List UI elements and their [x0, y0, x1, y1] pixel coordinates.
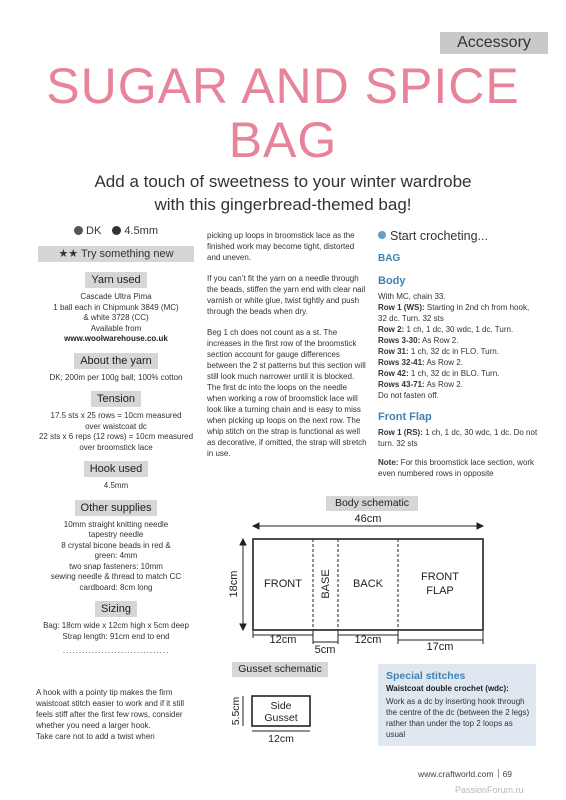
panel-front-label: FRONT: [264, 578, 302, 590]
arrow-down-icon: [240, 624, 246, 630]
body-schematic: [228, 512, 494, 656]
pattern-row: [378, 379, 538, 390]
panel-front-flap-label: [421, 571, 459, 597]
row-label: Row 42:: [378, 369, 409, 378]
instructions-heading: [378, 228, 538, 244]
pattern-row: [378, 302, 538, 324]
back-width-label: 12cm: [354, 634, 382, 646]
gusset-height-label: 5.5cm: [230, 696, 242, 726]
info-line: 1 ball each in Chipmunk 3849 (MC): [53, 302, 179, 312]
info-line: & white 3728 (CC): [83, 313, 149, 322]
flap-label-word: FLAP: [426, 585, 454, 597]
flap-label-word: FRONT: [421, 571, 459, 583]
subtitle-line2: with this gingerbread-themed bag!: [154, 195, 412, 214]
supplier-url[interactable]: www.woolwarehouse.co.uk: [64, 334, 168, 343]
row-text: As Row 2.: [420, 336, 459, 345]
notes-column: [207, 230, 367, 469]
body-label: Body: [378, 275, 406, 287]
info-line: 22 sts x 6 reps (12 rows) = 10cm measured: [38, 432, 194, 441]
row-label: Row 1 (RS):: [378, 428, 423, 437]
info-line: cardboard: 8cm long: [79, 582, 153, 592]
yarn-weight: DK: [86, 225, 102, 237]
arrow-right-icon: [477, 523, 483, 529]
info-section-hook-used: [36, 461, 196, 492]
info-line: DK; 200m per 100g ball; 100% cotton: [49, 372, 183, 382]
note-bold: Note:: [378, 458, 399, 467]
text-line: whether you need a larger hook.: [36, 721, 151, 730]
info-section-tension: [36, 391, 196, 453]
page-title-line1: SUGAR AND SPICE: [46, 58, 520, 114]
arrow-left-icon: [253, 523, 259, 529]
yarn-ball-icon: [74, 226, 83, 235]
info-line: 8 crystal bicone beads in red &: [61, 540, 171, 550]
footer-divider: [498, 769, 499, 778]
flap-rows: [378, 427, 538, 449]
footer-site-link[interactable]: www.craftworld.com: [418, 769, 494, 779]
note-text: For this broomstick lace section, work even numbered rows in opposite: [378, 458, 535, 478]
row-label: Row 2:: [378, 325, 405, 334]
pattern-row: [378, 368, 538, 379]
hook-tip-paragraph: [36, 687, 196, 742]
section-heading: Other supplies: [75, 500, 158, 516]
difficulty-badge: ★★ Try something new: [38, 246, 194, 262]
row-text: As Row 2.: [424, 380, 463, 389]
row-text: With MC, chain 33.: [378, 292, 446, 301]
body-width-label: 46cm: [354, 513, 382, 525]
watermark: PassionForum.ru: [455, 785, 524, 795]
pattern-row: [378, 357, 538, 368]
row-label: Rows 43-71:: [378, 380, 425, 389]
pattern-row: [378, 335, 538, 346]
pattern-row: [378, 324, 538, 335]
row-text: Do not fasten off.: [378, 391, 439, 400]
row-label: Row 31:: [378, 347, 409, 356]
gusset-schematic-title: Gusset schematic: [232, 662, 328, 677]
row-text: 1 ch, 1 dc, 30 wdc, 1 dc. Do not turn. 32 sts: [378, 428, 538, 448]
section-heading: Hook used: [84, 461, 149, 477]
panel-back-label: BACK: [353, 578, 383, 590]
gusset-schematic: [230, 688, 320, 746]
text-line: Take care not to add a twist when: [36, 732, 155, 741]
section-heading: Tension: [91, 391, 141, 407]
subtitle-line1: Add a touch of sweetness to your winter wardrobe: [94, 172, 472, 191]
bullet-icon: [378, 231, 386, 239]
dotted-divider: .................................: [62, 646, 170, 655]
front-width-label: 12cm: [269, 634, 297, 646]
instructions-heading-text: Start crocheting...: [390, 229, 488, 243]
row-label: Rows 32-41:: [378, 358, 425, 367]
row-label: Row 1 (WS):: [378, 303, 425, 312]
hook-size: 4.5mm: [124, 225, 158, 237]
row-text: Starting in 2nd ch from hook, 32 dc. Turn. 32 sts: [378, 303, 530, 323]
info-line: Strap length: 91cm end to end: [62, 631, 170, 641]
notes-paragraph: Beg 1 ch does not count as a st. The increases in the first row of the broomstick section account for gauge differences between the 2 st patterns but this section will still look much narrower until it is blocked. The first dc into the loops on the needle when working a row of broomstick lace will look like a turning chain and is easy to miss when picking up loops on the next row. The whip stitch on the strap is functional as well as decorative, if omitted, the strap will stretch in use.: [207, 328, 367, 458]
gusset-width-label: 12cm: [268, 733, 294, 745]
body-schematic-title: Body schematic: [326, 496, 418, 511]
info-line: over waistcoat dc: [85, 421, 147, 431]
body-height-label: 18cm: [228, 570, 240, 598]
row-text: As Row 2.: [424, 358, 463, 367]
info-line: Available from: [90, 323, 142, 333]
yarn-hook-summary: [36, 224, 196, 238]
note-paragraph: [378, 457, 538, 479]
info-line: over broomstick lace: [79, 442, 153, 452]
pattern-row: [378, 346, 538, 357]
text-line: feels stiff after the first few rows, consider: [36, 710, 183, 719]
page-title-line2: BAG: [228, 112, 338, 168]
front-flap-label: Front Flap: [378, 411, 432, 423]
flap-width-label: 17cm: [426, 641, 454, 653]
instructions-column: [378, 228, 538, 479]
section-heading: About the yarn: [74, 353, 158, 369]
info-line: two snap fasteners: 10mm: [69, 561, 163, 571]
info-line: sewing needle & thread to match CC: [50, 572, 182, 581]
gusset-label-line2: Gusset: [264, 712, 298, 724]
page-footer: [418, 769, 512, 779]
info-line: 10mm straight knitting needle: [63, 519, 169, 529]
page-number: 69: [502, 769, 513, 779]
section-tag: Accessory: [440, 32, 548, 54]
arrow-up-icon: [240, 539, 246, 545]
panel-base-label: BASE: [320, 569, 332, 599]
info-line: 17.5 sts x 25 rows = 10cm measured: [50, 411, 182, 420]
row-text: 1 ch, 32 dc in FLO. Turn.: [408, 347, 499, 356]
notes-paragraph: picking up loops in broomstick lace as the finished work may become tight, distorted and uneven.: [207, 231, 355, 262]
body-rows: [378, 291, 538, 401]
base-width-label: 5cm: [314, 644, 336, 656]
hook-icon: [112, 226, 121, 235]
page-subtitle: [60, 170, 506, 216]
pattern-row: [378, 390, 538, 401]
info-line: Bag: 18cm wide x 12cm high x 5cm deep: [43, 621, 189, 630]
text-line: waistcoat stitch easier to work and if it still: [36, 699, 185, 708]
row-label: Rows 3-30:: [378, 336, 421, 345]
info-line: green: 4mm: [94, 551, 138, 560]
special-stitches-box: [378, 664, 536, 746]
pattern-row: [378, 427, 538, 449]
row-text: 1 ch, 1 dc, 30 wdc, 1 dc. Turn.: [404, 325, 514, 334]
special-stitch-name: Waistcoat double crochet (wdc):: [386, 684, 509, 693]
notes-paragraph: If you can’t fit the yarn on a needle through the beads, stiffen the yarn end with clear nail varnish or white glue, twist tightly and push through the beads when dry.: [207, 274, 366, 316]
text-line: A hook with a pointy tip makes the firm: [36, 688, 173, 697]
pattern-info-column: [36, 224, 196, 663]
gusset-label-line1: Side: [270, 700, 292, 712]
info-line: 4.5mm: [103, 481, 129, 490]
section-heading: Sizing: [95, 601, 137, 617]
row-text: 1 ch, 32 dc in BLO. Turn.: [408, 369, 500, 378]
info-section-about-yarn: [36, 353, 196, 384]
info-section-yarn-used: [36, 272, 196, 345]
special-stitch-description: Work as a dc by inserting hook through the centre of the dc (between the 2 legs) rather than under the top 2 loops as usual: [386, 697, 530, 739]
section-heading: Yarn used: [85, 272, 146, 288]
bag-label: BAG: [378, 253, 401, 264]
info-line: tapestry needle: [88, 530, 144, 539]
special-stitches-title: Special stitches: [386, 670, 466, 682]
supplier-link[interactable]: [36, 334, 196, 345]
pattern-row: [378, 291, 538, 302]
info-line: Cascade Ultra Pima: [80, 292, 152, 301]
info-section-other-supplies: [36, 500, 196, 594]
info-section-sizing: [36, 601, 196, 655]
